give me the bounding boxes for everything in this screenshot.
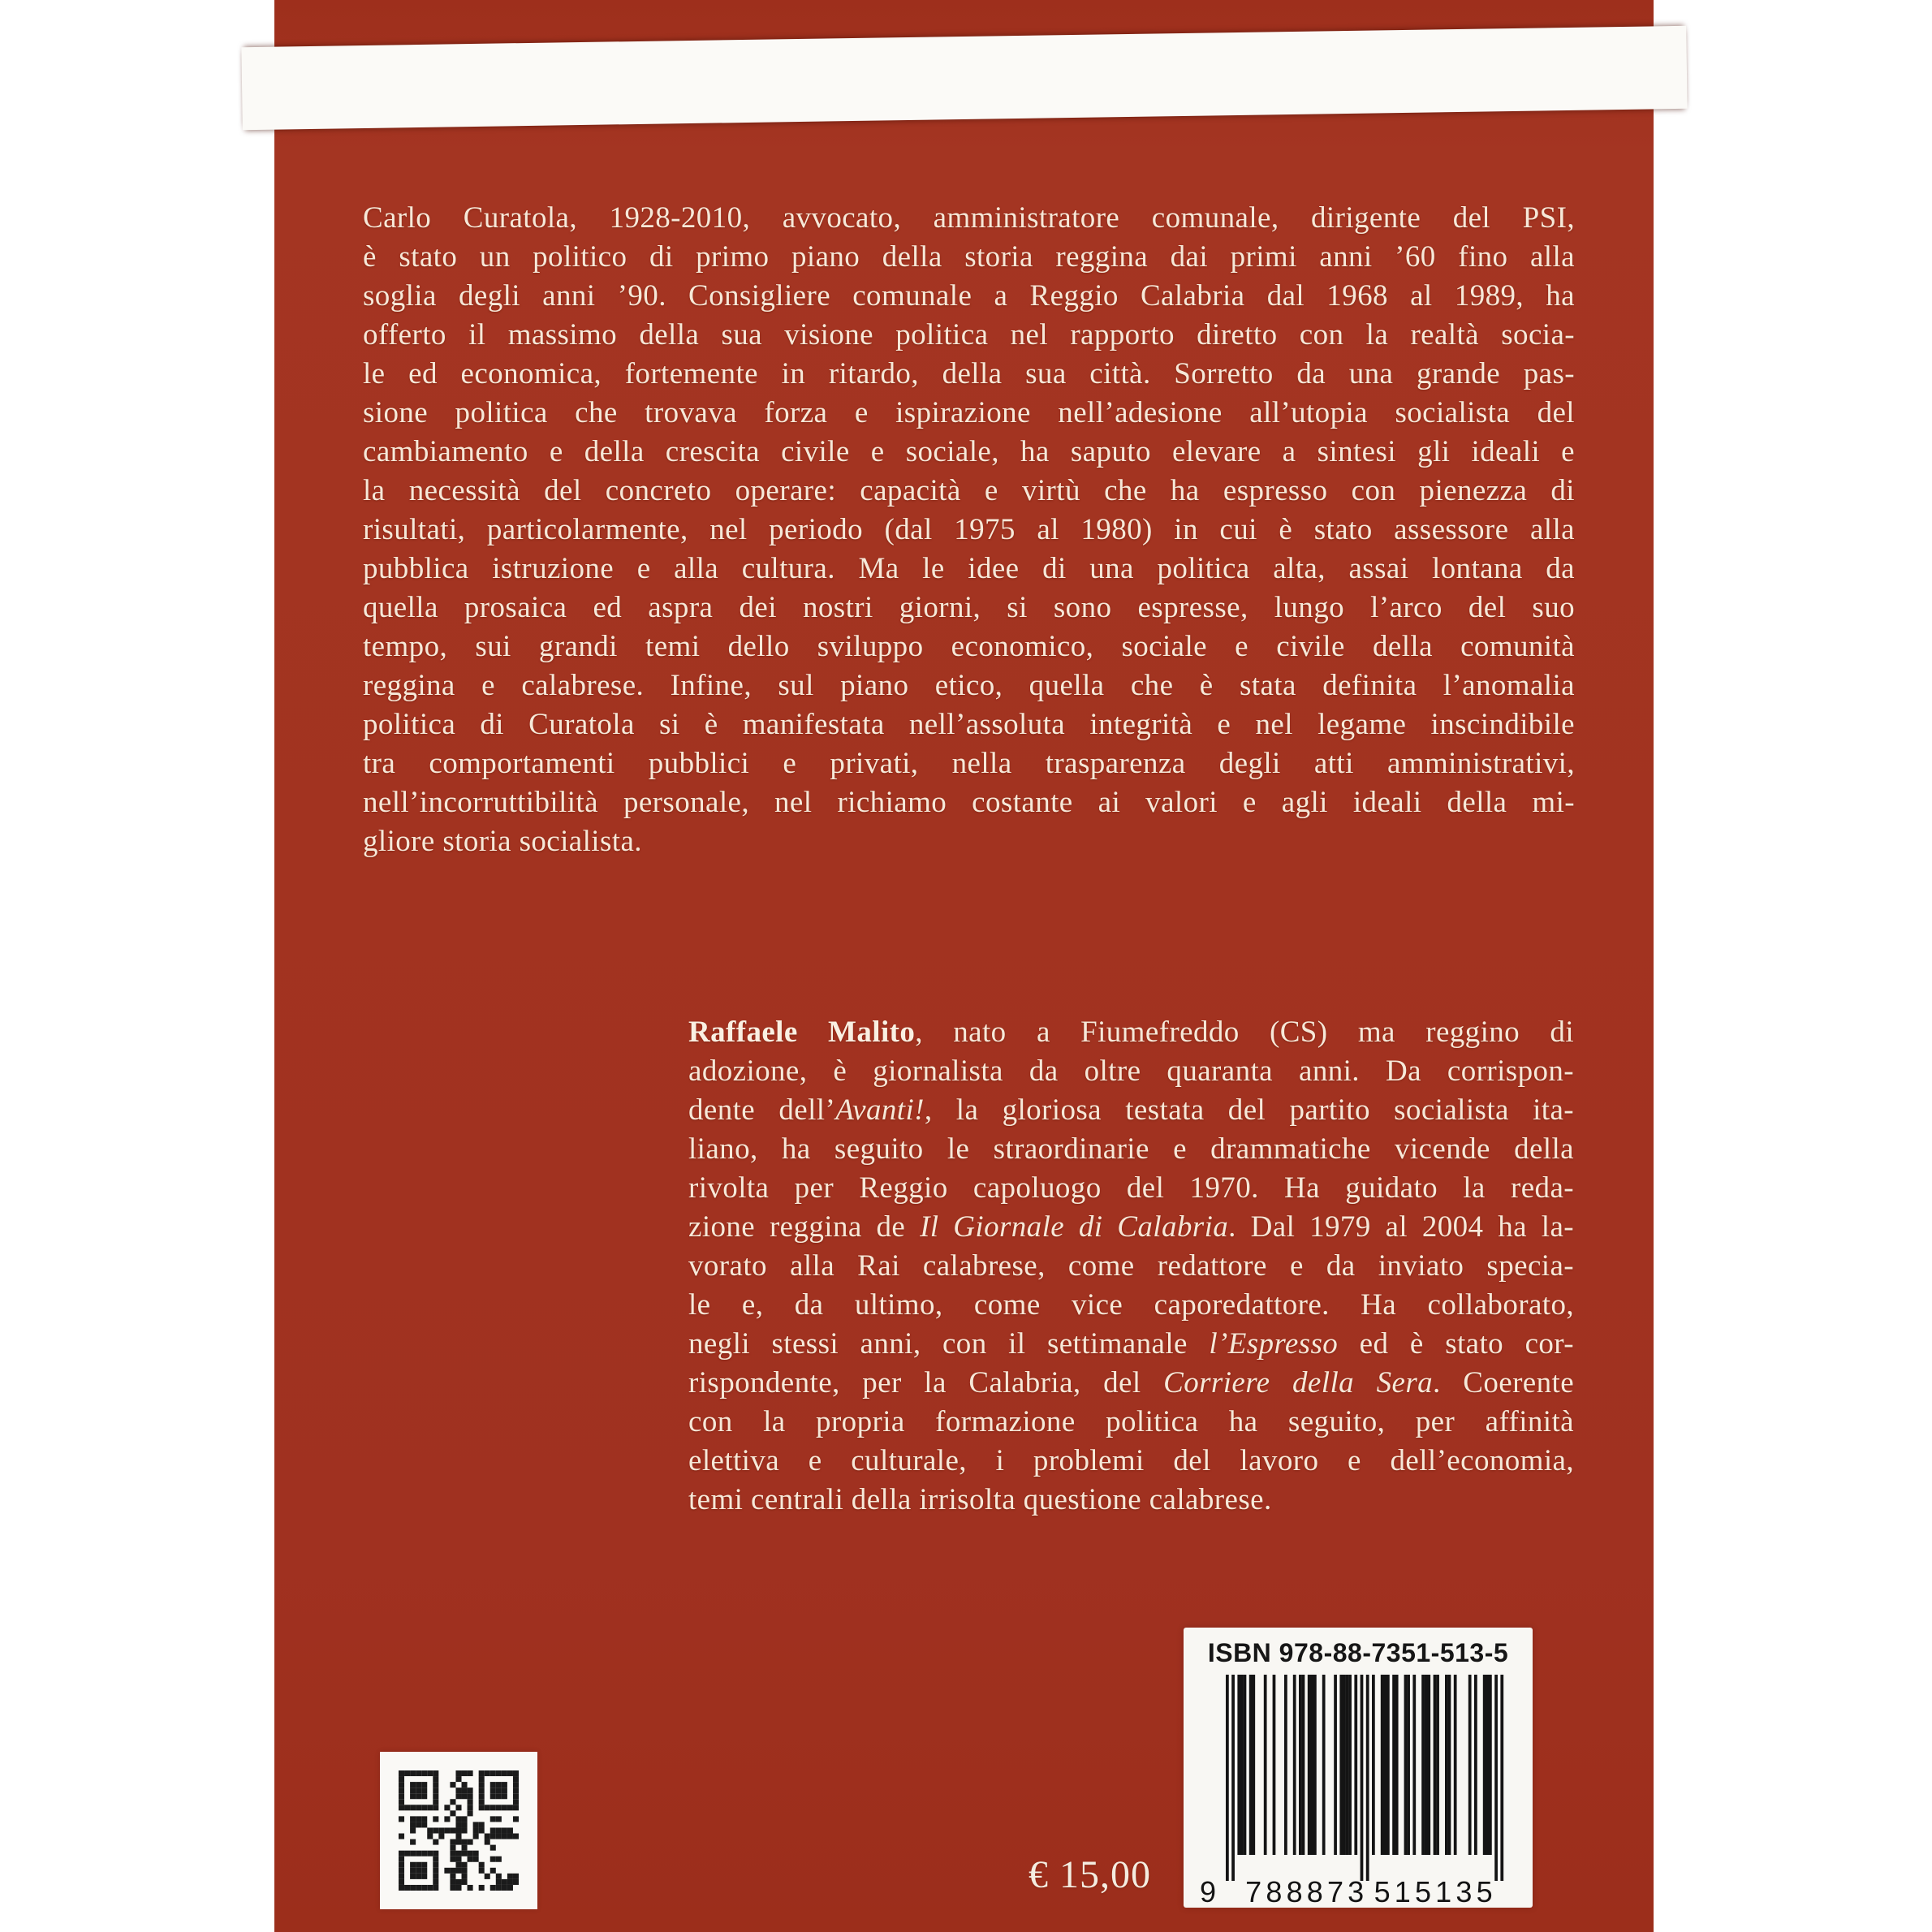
svg-text:8: 8 xyxy=(1286,1875,1303,1908)
bio-line-text: temi centrali della irrisolta questione calabrese. xyxy=(688,1483,1272,1516)
bio-line-text: le e, da ultimo, come vice caporedattore. Ha collaborato, xyxy=(688,1288,1574,1322)
malito-bio-paragraph xyxy=(688,1013,1574,1520)
bio-line-text: nell’incorruttibilità personale, nel richiamo costante ai valori e agli ideali della mi- xyxy=(363,786,1575,819)
svg-text:3: 3 xyxy=(1455,1875,1473,1908)
bio-line-italic-text: Corriere della Sera xyxy=(1163,1366,1434,1399)
bio-line xyxy=(688,1325,1574,1364)
bio-line xyxy=(363,705,1575,744)
bio-line-text: tempo, sui grandi temi dello sviluppo economico, sociale e civile della comunità xyxy=(363,630,1575,663)
bio-line-text: la necessità del concreto operare: capacità e virtù che ha espresso con pienezza di xyxy=(363,474,1575,507)
isbn-text: ISBN 978-88-7351-513-5 xyxy=(1207,1638,1509,1667)
svg-text:7: 7 xyxy=(1326,1875,1344,1908)
bio-line xyxy=(688,1403,1574,1442)
bio-line-text: è stato un politico di primo piano della storia reggina dai primi anni ’60 fino alla xyxy=(363,240,1575,274)
bio-line-text: dente dell’ xyxy=(688,1093,836,1127)
bio-line-text: , nato a Fiumefreddo (CS) ma reggino di xyxy=(915,1016,1574,1049)
bio-line xyxy=(363,744,1575,783)
svg-text:8: 8 xyxy=(1306,1875,1323,1908)
svg-text:1: 1 xyxy=(1435,1875,1452,1908)
svg-text:5: 5 xyxy=(1476,1875,1493,1908)
bio-line-bold-text: Raffaele Malito xyxy=(688,1016,916,1049)
bio-line xyxy=(688,1052,1574,1091)
bio-line-text: adozione, è giornalista da oltre quaranta anni. Da corrispon- xyxy=(688,1054,1574,1088)
bio-line xyxy=(688,1208,1574,1247)
svg-text:7: 7 xyxy=(1245,1875,1262,1908)
right-page-margin xyxy=(1654,0,1932,1932)
ean13-barcode xyxy=(1184,1670,1533,1908)
bio-line-text: rispondente, per la Calabria, del xyxy=(688,1366,1164,1399)
bio-line xyxy=(363,355,1575,394)
qr-code-icon xyxy=(399,1770,519,1891)
bio-line-italic-text: Avanti! xyxy=(835,1093,925,1127)
book-back-cover xyxy=(274,0,1654,1932)
bio-line-text: . Dal 1979 al 2004 ha la- xyxy=(1228,1210,1574,1244)
bio-line-italic-text: l’Espresso xyxy=(1209,1327,1339,1361)
bio-line xyxy=(363,550,1575,589)
isbn-label xyxy=(1184,1628,1533,1908)
bio-line xyxy=(363,589,1575,627)
bio-line xyxy=(363,666,1575,705)
bio-line-text: ed è stato cor- xyxy=(1338,1327,1574,1361)
bio-line xyxy=(363,394,1575,433)
bio-line-text: cambiamento e della crescita civile e sociale, ha saputo elevare a sintesi gli ideali e xyxy=(363,435,1575,468)
bio-line-text: offerto il massimo della sua visione politica nel rapporto diretto con la realtà socia- xyxy=(363,318,1575,351)
bio-line-text: politica di Curatola si è manifestata nell’assoluta integrità e nel legame inscindibile xyxy=(363,708,1575,741)
curatola-bio-paragraph xyxy=(363,199,1575,861)
bio-line xyxy=(363,511,1575,550)
bio-line xyxy=(688,1481,1574,1520)
bio-line-text: soglia degli anni ’90. Consigliere comunale a Reggio Calabria dal 1968 al 1989, ha xyxy=(363,279,1575,313)
bio-line-text: gliore storia socialista. xyxy=(363,825,642,858)
bio-line xyxy=(363,199,1575,238)
bio-line-text: sione politica che trovava forza e ispirazione nell’adesione all’utopia socialista del xyxy=(363,396,1575,429)
bio-line-text: con la propria formazione politica ha seguito, per affinità xyxy=(688,1405,1574,1438)
bio-line xyxy=(363,472,1575,511)
bio-line-text: risultati, particolarmente, nel periodo (dal 1975 al 1980) in cui è stato assessore alla xyxy=(363,513,1575,546)
bio-line xyxy=(363,277,1575,316)
bio-line-text: rivolta per Reggio capoluogo del 1970. Ha guidato la reda- xyxy=(688,1171,1574,1205)
bio-line xyxy=(688,1364,1574,1403)
bio-line-text: tra comportamenti pubblici e privati, nella trasparenza degli atti amministrativi, xyxy=(363,747,1575,780)
bio-line xyxy=(688,1013,1574,1052)
bio-line-text: elettiva e culturale, i problemi del lavoro e dell’economia, xyxy=(688,1444,1574,1477)
bio-line xyxy=(363,822,1575,861)
svg-text:5: 5 xyxy=(1414,1875,1432,1908)
bio-line-text: pubblica istruzione e alla cultura. Ma le idee di una politica alta, assai lontana da xyxy=(363,552,1575,585)
bio-line xyxy=(363,316,1575,355)
bio-line xyxy=(688,1442,1574,1481)
bio-line-italic-text: Il Giornale di Calabria xyxy=(920,1210,1229,1244)
svg-text:5: 5 xyxy=(1374,1875,1391,1908)
bio-line-text: negli stessi anni, con il settimanale xyxy=(688,1327,1210,1361)
bio-line xyxy=(688,1169,1574,1208)
bio-line xyxy=(363,783,1575,822)
bio-line xyxy=(363,627,1575,666)
bio-line xyxy=(688,1286,1574,1325)
top-white-stripe xyxy=(241,26,1687,130)
bio-line-text: le ed economica, fortemente in ritardo, della sua città. Sorretto da una grande pas- xyxy=(363,357,1575,390)
bio-line-text: . Coerente xyxy=(1433,1366,1574,1399)
bio-line xyxy=(688,1091,1574,1130)
svg-text:1: 1 xyxy=(1394,1875,1411,1908)
left-page-margin xyxy=(0,0,274,1932)
svg-text:9: 9 xyxy=(1199,1875,1217,1908)
bio-line xyxy=(688,1130,1574,1169)
bio-line-text: liano, ha seguito le straordinarie e drammatiche vicende della xyxy=(688,1132,1574,1166)
bio-line-text: , la gloriosa testata del partito socialista ita- xyxy=(924,1093,1574,1127)
qr-code-label xyxy=(380,1752,537,1909)
price-label: € 15,00 xyxy=(1029,1853,1151,1896)
bio-line-text: vorato alla Rai calabrese, come redattore e da inviato specia- xyxy=(688,1249,1574,1283)
bio-line-text: reggina e calabrese. Infine, sul piano etico, quella che è stata definita l’anomalia xyxy=(363,669,1575,702)
bio-line xyxy=(363,238,1575,277)
bio-line xyxy=(363,433,1575,472)
bio-line-text: zione reggina de xyxy=(688,1210,921,1244)
bio-line xyxy=(688,1247,1574,1286)
bio-line-text: quella prosaica ed aspra dei nostri giorni, si sono espresse, lungo l’arco del suo xyxy=(363,591,1575,624)
svg-text:8: 8 xyxy=(1266,1875,1283,1908)
svg-text:3: 3 xyxy=(1348,1875,1365,1908)
bio-line-text: Carlo Curatola, 1928-2010, avvocato, amministratore comunale, dirigente del PSI, xyxy=(363,201,1575,235)
